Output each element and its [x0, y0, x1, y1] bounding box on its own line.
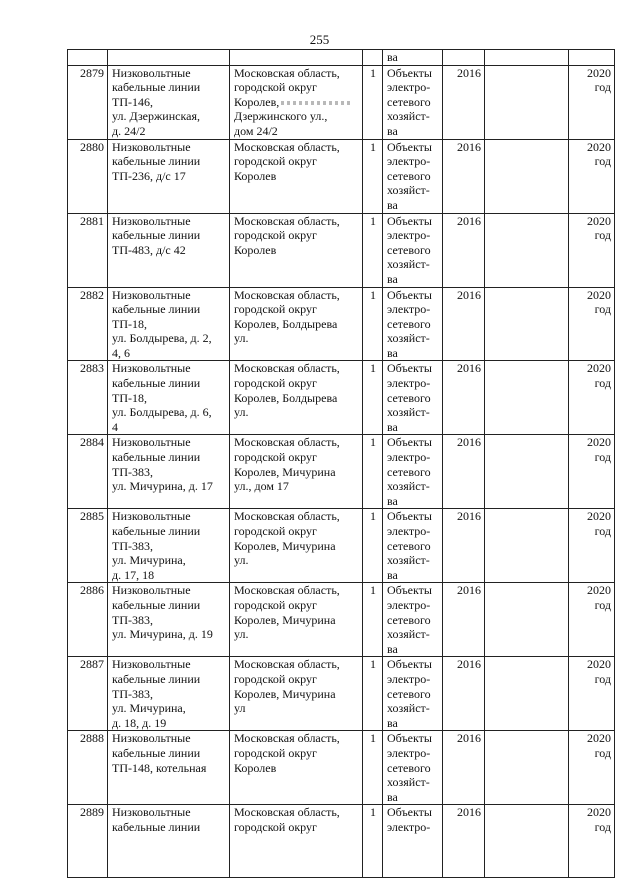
type-line: ва — [387, 197, 398, 212]
cell-name — [108, 287, 230, 361]
cell-number: 2881 — [68, 213, 108, 287]
cell-end — [569, 657, 615, 731]
type-line: сетевого — [387, 612, 431, 627]
type-line: сетевого — [387, 168, 431, 183]
cell-address — [230, 657, 363, 731]
cell-name — [108, 65, 230, 139]
name-line: д. 17, 18 — [112, 567, 155, 582]
cell-qty: 1 — [363, 583, 383, 657]
address-line: Королев, Болдырева — [234, 390, 338, 405]
name-line: Низковольтные — [112, 287, 191, 302]
address-line: дом 24/2 — [234, 123, 278, 138]
table-row — [68, 583, 615, 657]
type-line: ва — [387, 715, 398, 730]
end-line: год — [594, 524, 611, 538]
cell-type — [383, 731, 443, 805]
cell-name — [108, 50, 230, 66]
type-line: электро- — [387, 597, 431, 612]
address-line: Московская область, — [234, 139, 340, 154]
address-line: Московская область, — [234, 583, 340, 598]
table-row — [68, 287, 615, 361]
address-line: городской округ — [234, 302, 317, 317]
end-line: 2020 — [587, 65, 611, 80]
type-line: электро- — [387, 524, 431, 538]
address-line: городской округ — [234, 597, 317, 612]
address-line: Московская область, — [234, 657, 340, 672]
name-line: ТП-236, д/с 17 — [112, 168, 186, 183]
end-line: 2020 — [587, 139, 611, 154]
end-line: год — [594, 819, 611, 834]
name-line: Низковольтные — [112, 509, 191, 524]
address-line: городской округ — [234, 376, 317, 391]
type-line: электро- — [387, 450, 431, 465]
type-line: хозяйст- — [387, 405, 430, 420]
name-line: кабельные линии — [112, 819, 201, 834]
cell-type — [383, 287, 443, 361]
cell-number: 2883 — [68, 361, 108, 435]
name-line: кабельные линии — [112, 524, 201, 538]
cell-qty: 1 — [363, 509, 383, 583]
cell-address — [230, 50, 363, 66]
cell-blank — [485, 50, 569, 66]
name-line: 4, 6 — [112, 345, 130, 360]
address-line: городской округ — [234, 450, 317, 465]
cell-qty: 1 — [363, 657, 383, 731]
name-line: Низковольтные — [112, 731, 191, 746]
ink-smudge — [281, 101, 353, 105]
type-line: хозяйст- — [387, 479, 430, 494]
address-line: Московская область, — [234, 213, 340, 228]
cell-name — [108, 435, 230, 509]
end-line: 2020 — [587, 657, 611, 672]
name-line: ТП-146, — [112, 94, 153, 109]
address-line: городской округ — [234, 745, 317, 760]
type-line: сетевого — [387, 760, 431, 775]
cell-type — [383, 805, 443, 878]
cell-type — [383, 213, 443, 287]
type-line: хозяйст- — [387, 627, 430, 642]
cell-year: 2016 — [443, 805, 485, 878]
address-line: Королев — [234, 242, 277, 257]
type-line: сетевого — [387, 538, 431, 553]
cell-number: 2880 — [68, 139, 108, 213]
name-line: Низковольтные — [112, 361, 191, 376]
end-line: 2020 — [587, 805, 611, 820]
cell-year: 2016 — [443, 65, 485, 139]
cell-name — [108, 657, 230, 731]
type-line: сетевого — [387, 390, 431, 405]
cell-number: 2882 — [68, 287, 108, 361]
type-line: Объекты — [387, 213, 432, 228]
name-line: кабельные линии — [112, 450, 201, 465]
cell-address — [230, 435, 363, 509]
name-line: д. 18, д. 19 — [112, 715, 167, 730]
end-line: 2020 — [587, 509, 611, 524]
cell-name — [108, 805, 230, 878]
name-line: ТП-383, — [112, 612, 153, 627]
type-line: Объекты — [387, 509, 432, 524]
cell-address — [230, 213, 363, 287]
type-line: хозяйст- — [387, 701, 430, 716]
name-line: Низковольтные — [112, 139, 191, 154]
name-line: ул. Дзержинская, — [112, 109, 200, 124]
table-row — [68, 213, 615, 287]
type-line: ва — [387, 123, 398, 138]
cell-end — [569, 287, 615, 361]
name-line: Низковольтные — [112, 435, 191, 450]
type-line: хозяйст- — [387, 331, 430, 346]
type-line: Объекты — [387, 65, 432, 80]
name-line: ул. Мичурина, — [112, 553, 186, 568]
address-line: Московская область, — [234, 361, 340, 376]
type-line: сетевого — [387, 686, 431, 701]
cell-qty: 1 — [363, 435, 383, 509]
cell-name — [108, 213, 230, 287]
address-line: Московская область, — [234, 509, 340, 524]
cell-blank — [485, 361, 569, 435]
type-line: Объекты — [387, 583, 432, 598]
type-line: Объекты — [387, 731, 432, 746]
cell-end — [569, 805, 615, 878]
cell-end — [569, 435, 615, 509]
end-line: год — [594, 80, 611, 95]
cell-qty: 1 — [363, 361, 383, 435]
table-row — [68, 139, 615, 213]
cell-address — [230, 805, 363, 878]
name-line: Низковольтные — [112, 805, 191, 820]
name-line: ул. Болдырева, д. 2, — [112, 331, 212, 346]
registry-body — [68, 50, 615, 878]
cell-end — [569, 731, 615, 805]
cell-name — [108, 731, 230, 805]
address-line: городской округ — [234, 228, 317, 243]
cell-name — [108, 139, 230, 213]
table-row-continued — [68, 50, 615, 66]
address-line: ул. — [234, 405, 249, 420]
cell-year — [443, 50, 485, 66]
name-line: кабельные линии — [112, 80, 201, 95]
cell-address — [230, 65, 363, 139]
address-line: Московская область, — [234, 435, 340, 450]
address-line: Королев, Мичурина — [234, 612, 336, 627]
cell-number: 2884 — [68, 435, 108, 509]
cell-qty: 1 — [363, 139, 383, 213]
end-line: год — [594, 450, 611, 465]
type-line: хозяйст- — [387, 553, 430, 568]
type-line: Объекты — [387, 805, 432, 820]
cell-type — [383, 657, 443, 731]
cell-blank — [485, 805, 569, 878]
type-line: Объекты — [387, 139, 432, 154]
cell-blank — [485, 509, 569, 583]
name-line: ТП-483, д/с 42 — [112, 242, 186, 257]
end-line: год — [594, 745, 611, 760]
name-line: ул. Мичурина, д. 19 — [112, 627, 213, 642]
cell-type — [383, 435, 443, 509]
type-line: электро- — [387, 376, 431, 391]
cell-end — [569, 50, 615, 66]
cell-number: 2879 — [68, 65, 108, 139]
type-line: сетевого — [387, 242, 431, 257]
cell-type — [383, 50, 443, 66]
cell-address — [230, 361, 363, 435]
cell-number: 2887 — [68, 657, 108, 731]
cell-qty: 1 — [363, 731, 383, 805]
name-line: кабельные линии — [112, 597, 201, 612]
name-line: кабельные линии — [112, 745, 201, 760]
cell-end — [569, 509, 615, 583]
type-line: ва — [387, 345, 398, 360]
cell-blank — [485, 583, 569, 657]
cell-number: 2886 — [68, 583, 108, 657]
type-line: электро- — [387, 671, 431, 686]
type-tail: ва — [387, 50, 398, 64]
type-line: электро- — [387, 154, 431, 169]
type-line: Объекты — [387, 435, 432, 450]
address-line: Королев, Мичурина — [234, 464, 336, 479]
cell-number: 2888 — [68, 731, 108, 805]
name-line: ТП-148, котельная — [112, 760, 207, 775]
type-line: электро- — [387, 302, 431, 317]
cell-year: 2016 — [443, 509, 485, 583]
address-line: Королев — [234, 168, 277, 183]
cell-year: 2016 — [443, 287, 485, 361]
end-line: 2020 — [587, 287, 611, 302]
type-line: Объекты — [387, 361, 432, 376]
type-line: ва — [387, 789, 398, 804]
type-line: хозяйст- — [387, 109, 430, 124]
cell-year: 2016 — [443, 139, 485, 213]
cell-qty: 1 — [363, 65, 383, 139]
table-row — [68, 65, 615, 139]
address-line: Дзержинского ул., — [234, 109, 328, 124]
type-line: электро- — [387, 80, 431, 95]
type-line: ва — [387, 271, 398, 286]
table-row — [68, 805, 615, 878]
type-line: ва — [387, 567, 398, 582]
name-line: кабельные линии — [112, 154, 201, 169]
cell-type — [383, 583, 443, 657]
cell-address — [230, 583, 363, 657]
end-line: год — [594, 154, 611, 169]
name-line: ТП-18, — [112, 390, 147, 405]
name-line: 4 — [112, 419, 118, 434]
name-line: кабельные линии — [112, 228, 201, 243]
cell-qty: 1 — [363, 287, 383, 361]
address-line: ул. — [234, 553, 249, 568]
address-line: ул. — [234, 331, 249, 346]
name-line: Низковольтные — [112, 65, 191, 80]
cell-blank — [485, 139, 569, 213]
name-line: ТП-18, — [112, 316, 147, 331]
address-line: городской округ — [234, 524, 317, 538]
cell-type — [383, 65, 443, 139]
type-line: ва — [387, 493, 398, 508]
end-line: 2020 — [587, 213, 611, 228]
end-line: год — [594, 376, 611, 391]
cell-blank — [485, 287, 569, 361]
type-line: хозяйст- — [387, 183, 430, 198]
address-line: Московская область, — [234, 287, 340, 302]
cell-blank — [485, 65, 569, 139]
type-line: ва — [387, 641, 398, 656]
type-line: сетевого — [387, 316, 431, 331]
cell-year: 2016 — [443, 435, 485, 509]
cell-end — [569, 139, 615, 213]
cell-end — [569, 583, 615, 657]
name-line: ТП-383, — [112, 686, 153, 701]
address-line: ул — [234, 701, 246, 716]
type-line: Объекты — [387, 657, 432, 672]
cell-number: 2885 — [68, 509, 108, 583]
cell-name — [108, 509, 230, 583]
address-line: Королев — [234, 760, 277, 775]
cell-type — [383, 361, 443, 435]
cell-year: 2016 — [443, 361, 485, 435]
cell-qty: 1 — [363, 805, 383, 878]
address-line: городской округ — [234, 819, 317, 834]
end-line: год — [594, 671, 611, 686]
cell-blank — [485, 657, 569, 731]
address-line: Королев, Болдырева — [234, 316, 338, 331]
name-line: кабельные линии — [112, 671, 201, 686]
type-line: сетевого — [387, 94, 431, 109]
end-line: год — [594, 228, 611, 243]
type-line: хозяйст- — [387, 775, 430, 790]
address-line: Московская область, — [234, 805, 340, 820]
cell-year: 2016 — [443, 213, 485, 287]
address-line: Королев, Мичурина — [234, 538, 336, 553]
table-row — [68, 361, 615, 435]
cell-blank — [485, 213, 569, 287]
cell-blank — [485, 731, 569, 805]
address-line: городской округ — [234, 80, 317, 95]
address-line: ул., дом 17 — [234, 479, 289, 494]
cell-blank — [485, 435, 569, 509]
address-line: Московская область, — [234, 65, 340, 80]
end-line: 2020 — [587, 731, 611, 746]
cell-end — [569, 65, 615, 139]
type-line: электро- — [387, 228, 431, 243]
name-line: Низковольтные — [112, 657, 191, 672]
name-line: ул. Болдырева, д. 6, — [112, 405, 212, 420]
cell-type — [383, 509, 443, 583]
cell-number — [68, 50, 108, 66]
name-line: Низковольтные — [112, 583, 191, 598]
page-number: 255 — [309, 32, 330, 47]
end-line: 2020 — [587, 583, 611, 598]
registry-table — [67, 49, 615, 878]
address-line: ул. — [234, 627, 249, 642]
cell-year: 2016 — [443, 583, 485, 657]
cell-year: 2016 — [443, 731, 485, 805]
type-line: сетевого — [387, 464, 431, 479]
type-line: хозяйст- — [387, 257, 430, 272]
type-line: ва — [387, 419, 398, 434]
table-row — [68, 731, 615, 805]
cell-qty — [363, 50, 383, 66]
type-line: электро- — [387, 745, 431, 760]
cell-address — [230, 731, 363, 805]
table-row — [68, 435, 615, 509]
name-line: кабельные линии — [112, 376, 201, 391]
cell-address — [230, 287, 363, 361]
address-line: Королев, — [234, 95, 359, 110]
cell-number: 2889 — [68, 805, 108, 878]
name-line: д. 24/2 — [112, 123, 146, 138]
name-line: ТП-383, — [112, 464, 153, 479]
end-line: 2020 — [587, 435, 611, 450]
address-line: городской округ — [234, 671, 317, 686]
name-line: ул. Мичурина, д. 17 — [112, 479, 213, 494]
cell-qty: 1 — [363, 213, 383, 287]
cell-address — [230, 509, 363, 583]
address-line: Королев, Мичурина — [234, 686, 336, 701]
address-line: городской округ — [234, 154, 317, 169]
type-line: электро- — [387, 819, 431, 834]
name-line: кабельные линии — [112, 302, 201, 317]
type-line: Объекты — [387, 287, 432, 302]
cell-address — [230, 139, 363, 213]
name-line: ТП-383, — [112, 538, 153, 553]
table-row — [68, 509, 615, 583]
address-line: Московская область, — [234, 731, 340, 746]
end-line: год — [594, 302, 611, 317]
name-line: Низковольтные — [112, 213, 191, 228]
end-line: год — [594, 597, 611, 612]
end-line: 2020 — [587, 361, 611, 376]
table-row — [68, 657, 615, 731]
name-line: ул. Мичурина, — [112, 701, 186, 716]
cell-name — [108, 361, 230, 435]
cell-end — [569, 361, 615, 435]
cell-type — [383, 139, 443, 213]
cell-year: 2016 — [443, 657, 485, 731]
cell-end — [569, 213, 615, 287]
cell-name — [108, 583, 230, 657]
